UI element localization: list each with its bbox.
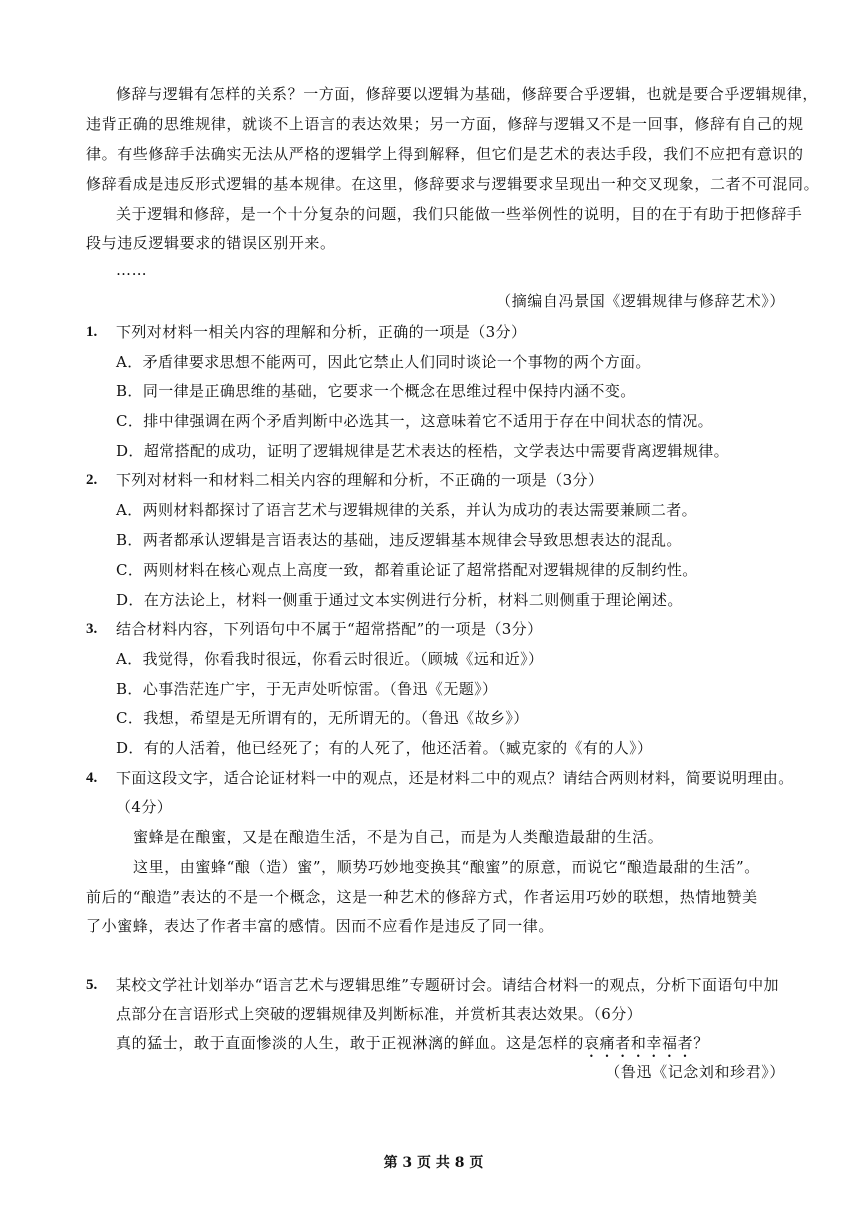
question-number: 3. bbox=[86, 621, 98, 637]
question-stem: 下列对材料一和材料二相关内容的理解和分析，不正确的一项是（3分） bbox=[116, 471, 604, 489]
quote-line: 了小蜜蜂，表达了作者丰富的感情。因而不应看作是违反了同一律。 bbox=[86, 917, 555, 935]
option-b: B．心事浩茫连广宇，于无声处听惊雷。（鲁迅《无题》） bbox=[116, 680, 498, 698]
passage-line: 律。有些修辞手法确实无法从严格的逻辑学上得到解释，但它们是艺术的表达手段，我们不应把有意识的 bbox=[86, 145, 804, 163]
passage-line: 违背正确的思维规律，就谈不上语言的表达效果；另一方面，修辞与逻辑又不是一回事，修辞有自己的规 bbox=[86, 115, 804, 133]
question-stem: 下列对材料一相关内容的理解和分析，正确的一项是（3分） bbox=[116, 323, 527, 341]
option-a: A．矛盾律要求思想不能两可，因此它禁止人们同时谈论一个事物的两个方面。 bbox=[116, 353, 651, 371]
question-stem-line: （4分） bbox=[116, 798, 173, 816]
question-number: 2. bbox=[86, 472, 98, 488]
option-d: D．超常搭配的成功，证明了逻辑规律是艺术表达的桎梏，文学表达中需要背离逻辑规律。 bbox=[116, 442, 730, 460]
option-c: C．我想，希望是无所谓有的，无所谓无的。（鲁迅《故乡》） bbox=[116, 709, 529, 727]
option-b: B．两者都承认逻辑是言语表达的基础，违反逻辑基本规律会导致思想表达的混乱。 bbox=[116, 531, 682, 549]
option-a: A．两则材料都探讨了语言艺术与逻辑规律的关系，并认为成功的表达需要兼顾二者。 bbox=[116, 501, 698, 519]
question-stem-line: 下面这段文字，适合论证材料一中的观点，还是材料二中的观点？请结合两则材料，简要说明理由。 bbox=[116, 769, 794, 787]
quote-line: 前后的“酿造”表达的不是一个概念，这是一种艺术的修辞方式，作者运用巧妙的联想，热情地赞美 bbox=[86, 888, 758, 906]
option-d: D．有的人活着，他已经死了；有的人死了，他还活着。（臧克家的《有的人》） bbox=[116, 739, 653, 757]
question-number: 4. bbox=[86, 770, 98, 786]
quote-line: 蜜蜂是在酿蜜，又是在酿造生活，不是为自己，而是为人类酿造最甜的生活。 bbox=[133, 828, 664, 846]
question-number: 1. bbox=[86, 324, 98, 340]
question-stem: 结合材料内容，下列语句中不属于“超常搭配”的一项是（3分） bbox=[116, 620, 543, 638]
option-b: B．同一律是正确思维的基础，它要求一个概念在思维过程中保持内涵不变。 bbox=[116, 382, 636, 400]
quote-line: 这里，由蜜蜂“酿（造）蜜”，顺势巧妙地变换其“酿蜜”的原意，而说它“酿造最甜的生活”。 bbox=[133, 858, 760, 876]
page-footer: 第 3 页 共 8 页 bbox=[383, 1155, 484, 1171]
quote-dotted: 哀痛者和幸福者？ bbox=[584, 1034, 709, 1052]
passage-line: 关于逻辑和修辞，是一个十分复杂的问题，我们只能做一些举例性的说明，目的在于有助于把修辞手 bbox=[116, 205, 803, 223]
option-a: A．我觉得，你看我时很远，你看云时很近。（顾城《远和近》） bbox=[116, 650, 544, 668]
quote-source: （鲁迅《记念刘和珍君》） bbox=[605, 1063, 785, 1081]
passage-line: 段与违反逻辑要求的错误区别开来。 bbox=[86, 234, 336, 252]
question-number: 5. bbox=[86, 977, 98, 993]
passage-source: （摘编自冯景国《逻辑规律与修辞艺术》） bbox=[496, 292, 785, 310]
quote-plain: 真的猛士，敢于直面惨淡的人生，敢于正视淋漓的鲜血。这是怎样的 bbox=[116, 1034, 585, 1052]
option-d: D．在方法论上，材料一侧重于通过文本实例进行分析，材料二则侧重于理论阐述。 bbox=[116, 591, 683, 609]
option-c: C．两则材料在核心观点上高度一致，都着重论证了超常搭配对逻辑规律的反制约性。 bbox=[116, 561, 698, 579]
question-stem-line: 某校文学社计划举办“语言艺术与逻辑思维”专题研讨会。请结合材料一的观点，分析下面语句中加 bbox=[116, 976, 779, 994]
passage-line: 修辞与逻辑有怎样的关系？一方面，修辞要以逻辑为基础，修辞要合乎逻辑，也就是要合乎逻辑规律， bbox=[116, 85, 819, 103]
ellipsis: …… bbox=[116, 261, 148, 279]
quote-sentence bbox=[116, 1033, 816, 1061]
passage-line: 修辞看成是违反形式逻辑的基本规律。在这里，修辞要求与逻辑要求呈现出一种交叉现象，二者不可混同。 bbox=[86, 175, 820, 193]
question-stem-line: 点部分在言语形式上突破的逻辑规律及判断标准，并赏析其表达效果。（6分） bbox=[116, 1005, 643, 1023]
option-c: C．排中律强调在两个矛盾判断中必选其一，这意味着它不适用于存在中间状态的情况。 bbox=[116, 412, 714, 430]
